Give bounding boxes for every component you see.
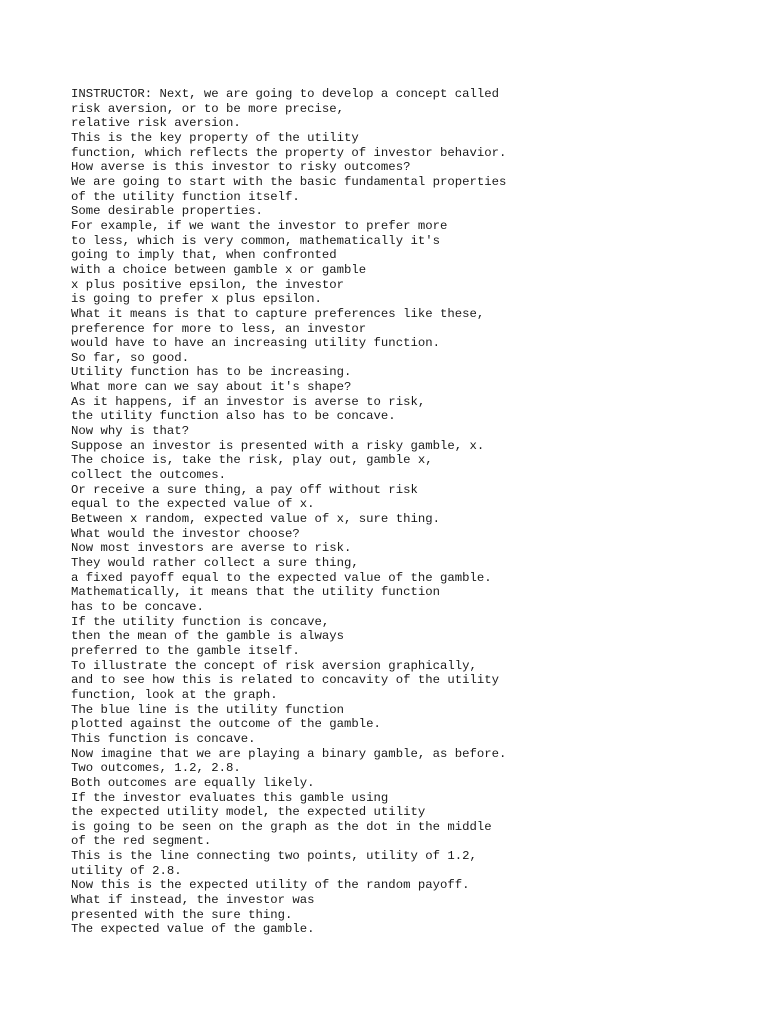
transcript-line: function, which reflects the property of investor behavior. <box>71 145 507 160</box>
transcript-line: Now most investors are averse to risk. <box>71 541 352 556</box>
transcript-line: Mathematically, it means that the utility function <box>71 585 440 600</box>
transcript-line: Now imagine that we are playing a binary gamble, as before. <box>71 746 507 761</box>
transcript-line: This is the line connecting two points, utility of 1.2, <box>71 849 477 864</box>
transcript-line: The expected value of the gamble. <box>71 922 315 937</box>
transcript-line: the utility function also has to be concave. <box>71 409 396 424</box>
transcript-line: utility of 2.8. <box>71 863 182 878</box>
transcript-line: As it happens, if an investor is averse to risk, <box>71 394 426 409</box>
transcript-line: Now this is the expected utility of the random payoff. <box>71 878 470 893</box>
transcript-line: Now why is that? <box>71 424 190 439</box>
transcript-line: What it means is that to capture preferences like these, <box>71 306 485 321</box>
transcript-line: collect the outcomes. <box>71 468 226 483</box>
transcript-line: Utility function has to be increasing. <box>71 365 352 380</box>
transcript-line: If the utility function is concave, <box>71 614 330 629</box>
transcript-line: Some desirable properties. <box>71 204 263 219</box>
transcript-line: has to be concave. <box>71 599 204 614</box>
transcript-line: and to see how this is related to concavity of the utility <box>71 673 500 688</box>
transcript-line: The choice is, take the risk, play out, gamble x, <box>71 453 433 468</box>
transcript-text <box>71 87 506 937</box>
transcript-line: The blue line is the utility function <box>71 702 345 717</box>
transcript-line: preference for more to less, an investor <box>71 321 367 336</box>
transcript-line: Suppose an investor is presented with a risky gamble, x. <box>71 438 485 453</box>
transcript-line: risk aversion, or to be more precise, <box>71 101 345 116</box>
transcript-line: equal to the expected value of x. <box>71 497 315 512</box>
transcript-line: is going to be seen on the graph as the dot in the middle <box>71 819 492 834</box>
transcript-line: So far, so good. <box>71 350 190 365</box>
transcript-line: What if instead, the investor was <box>71 893 315 908</box>
transcript-line: Or receive a sure thing, a pay off without risk <box>71 482 418 497</box>
transcript-line: plotted against the outcome of the gamble. <box>71 717 381 732</box>
transcript-line: To illustrate the concept of risk aversion graphically, <box>71 658 477 673</box>
transcript-line: Between x random, expected value of x, sure thing. <box>71 512 440 527</box>
transcript-line: If the investor evaluates this gamble using <box>71 790 389 805</box>
transcript-line: presented with the sure thing. <box>71 907 293 922</box>
transcript-line: Both outcomes are equally likely. <box>71 775 315 790</box>
transcript-line: What more can we say about it's shape? <box>71 380 352 395</box>
transcript-line: preferred to the gamble itself. <box>71 643 300 658</box>
transcript-line: to less, which is very common, mathematically it's <box>71 233 440 248</box>
transcript-line: relative risk aversion. <box>71 116 241 131</box>
transcript-line: What would the investor choose? <box>71 526 300 541</box>
transcript-line: For example, if we want the investor to prefer more <box>71 218 448 233</box>
transcript-line: We are going to start with the basic fundamental properties <box>71 174 507 189</box>
transcript-line: How averse is this investor to risky outcomes? <box>71 160 411 175</box>
transcript-line: is going to prefer x plus epsilon. <box>71 292 322 307</box>
transcript-line: x plus positive epsilon, the investor <box>71 277 345 292</box>
transcript-line: going to imply that, when confronted <box>71 248 337 263</box>
transcript-line: function, look at the graph. <box>71 687 278 702</box>
transcript-line: would have to have an increasing utility function. <box>71 336 440 351</box>
transcript-line: This function is concave. <box>71 731 256 746</box>
transcript-line: of the red segment. <box>71 834 212 849</box>
transcript-line: then the mean of the gamble is always <box>71 629 345 644</box>
transcript-line: the expected utility model, the expected utility <box>71 805 426 820</box>
transcript-line: with a choice between gamble x or gamble <box>71 262 367 277</box>
transcript-line: a fixed payoff equal to the expected value of the gamble. <box>71 570 492 585</box>
transcript-line: Two outcomes, 1.2, 2.8. <box>71 761 241 776</box>
transcript-line: of the utility function itself. <box>71 189 300 204</box>
transcript-line: INSTRUCTOR: Next, we are going to develop a concept called <box>71 87 500 101</box>
transcript-line: This is the key property of the utility <box>71 130 359 145</box>
transcript-line: They would rather collect a sure thing, <box>71 556 359 570</box>
